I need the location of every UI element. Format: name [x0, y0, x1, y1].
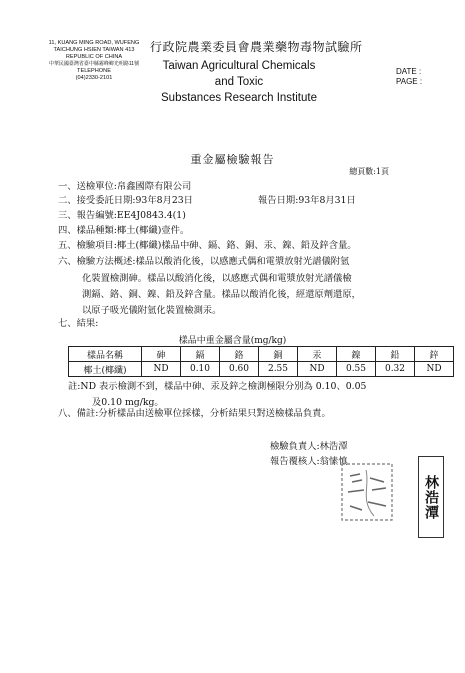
institute-name-zh: 行政院農業委員會農業藥物毒物試驗所 — [150, 40, 363, 54]
header-cell: 汞 — [298, 347, 337, 362]
data-cell: ND — [142, 362, 181, 377]
institute-name-en — [154, 58, 324, 106]
address-line: TELEPHONE — [77, 68, 111, 74]
address-line: 11, KUANG MING ROAD, WUFENG — [48, 40, 140, 46]
table-header-row — [69, 347, 454, 362]
total-pages: 總頁數:1頁 — [349, 167, 389, 176]
item-method-line1: 六、檢驗方法概述:樣品以酸消化後，以感應式偶和電漿放射光譜儀附氫 — [58, 256, 350, 267]
header-cell: 鎘 — [181, 347, 220, 362]
report-title: 重金屬檢驗報告 — [190, 153, 275, 166]
address-line: TAICHUNG HSIEN TAIWAN 413 — [53, 47, 135, 53]
item-report-date: 報告日期:93年8月31日 — [258, 195, 356, 206]
table-caption: 樣品中重金屬含量(mg/kg) — [178, 336, 287, 346]
institute-name-en-line1: Taiwan Agricultural Chemicals and Toxic — [162, 60, 316, 88]
item-submitting-unit: 一、送檢單位:帛鑫國際有限公司 — [58, 181, 192, 192]
note-line1: 註:ND 表示檢測不到，樣品中砷、汞及鋅之檢測極限分別為 0.10、0.05 — [68, 381, 367, 392]
header-cell: 鋅 — [415, 347, 454, 362]
data-cell: ND — [415, 362, 454, 377]
item-method-line3: 測鎘、鉻、銅、鎳、鉛及鋅含量。樣品以酸消化後，經還原劑還原， — [82, 289, 361, 300]
date-page-labels — [396, 67, 422, 87]
data-cell: 0.60 — [220, 362, 259, 377]
item-test-items: 五、檢驗項目:椰土(椰纖)樣品中砷、鎘、鉻、銅、汞、鎳、鉛及鋅含量。 — [58, 240, 357, 251]
institute-name-en-line2: Substances Research Institute — [161, 92, 317, 104]
item-report-number: 三、報告編號:EE4J0843.4(1) — [58, 210, 186, 221]
item-results: 七、結果: — [58, 318, 99, 329]
stamp-name: 林浩潭 — [423, 475, 439, 520]
header-cell: 銅 — [259, 347, 298, 362]
address-line: 中華民國臺灣省臺中縣霧峰鄉光明路11號 — [48, 61, 140, 67]
header-cell: 樣品名稱 — [69, 347, 142, 362]
data-cell: ND — [298, 362, 337, 377]
item-remarks: 八、備註:分析樣品由送檢單位採樣，分析結果只對送檢樣品負責。 — [58, 408, 331, 419]
header-cell: 鎳 — [337, 347, 376, 362]
table-row — [69, 362, 454, 377]
data-cell: 椰土(椰纖) — [69, 362, 142, 377]
header-cell: 鉻 — [220, 347, 259, 362]
institute-address — [28, 40, 160, 82]
item-accept-date: 二、接受委託日期:93年8月23日 — [58, 195, 193, 206]
note-line2: 及0.10 mg/kg。 — [92, 397, 164, 408]
header-cell: 鉛 — [376, 347, 415, 362]
item-method-line4: 以原子吸光儀附氫化裝置檢測汞。 — [82, 305, 222, 316]
item-sample-type: 四、樣品種類:椰土(椰纖)壹件。 — [58, 225, 190, 236]
date-label: DATE : — [396, 67, 422, 76]
address-line: REPUBLIC OF CHINA — [65, 54, 123, 60]
address-line: (04)2330-2101 — [75, 75, 113, 81]
data-cell: 2.55 — [259, 362, 298, 377]
results-table — [68, 346, 454, 377]
header-cell: 砷 — [142, 347, 181, 362]
review-seal-stamp — [340, 462, 394, 522]
item-method-line2: 化裝置檢測砷。樣品以酸消化後，以感應式偶和電漿放射光譜儀檢 — [82, 273, 352, 284]
data-cell: 0.55 — [337, 362, 376, 377]
data-cell: 0.10 — [181, 362, 220, 377]
reviewer-signature: 報告覆核人:翁愫慎 — [270, 456, 348, 467]
inspector-seal-stamp — [418, 456, 444, 538]
page-label: PAGE : — [396, 77, 423, 86]
data-cell: 0.32 — [376, 362, 415, 377]
inspector-signature: 檢驗負責人:林浩潭 — [270, 441, 348, 452]
